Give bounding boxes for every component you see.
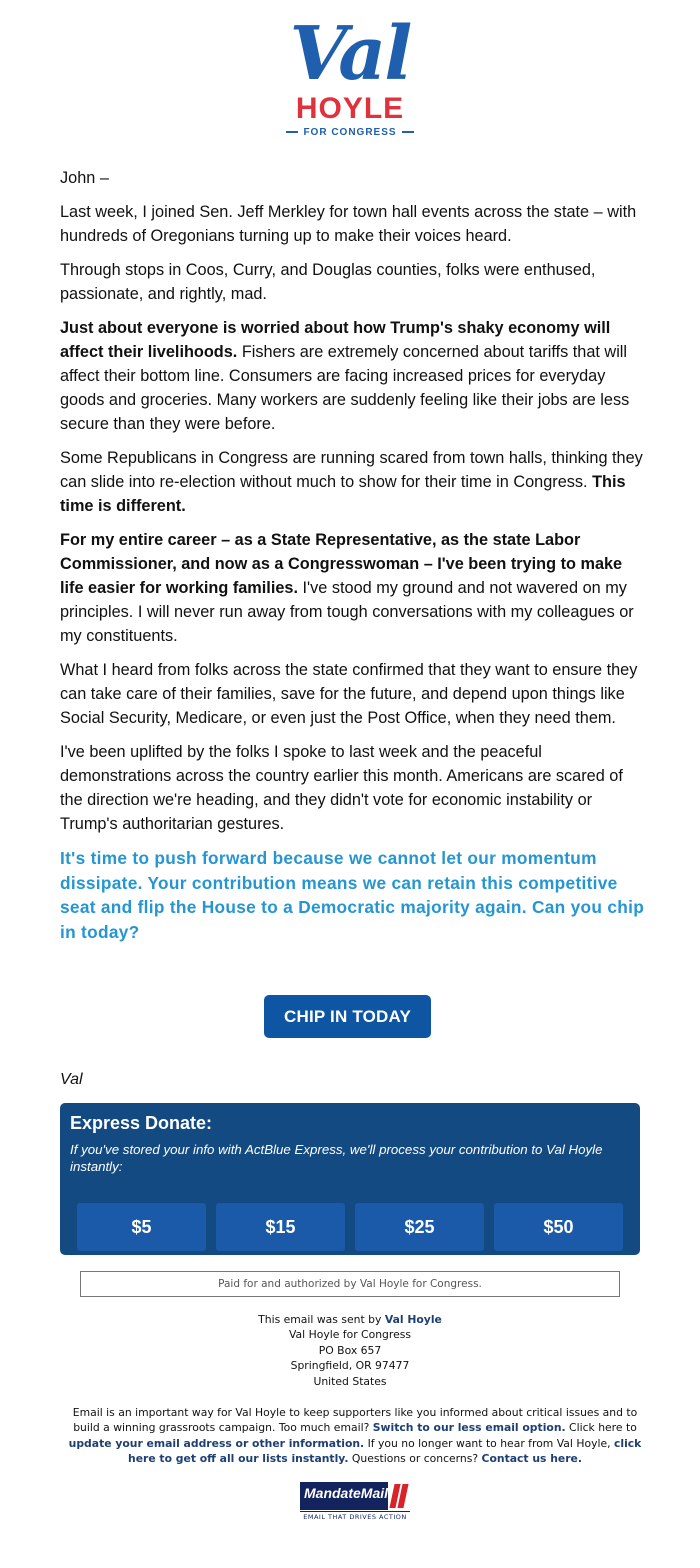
paid-for-disclaimer: Paid for and authorized by Val Hoyle for Congress. <box>80 1271 620 1297</box>
chip-in-button[interactable]: CHIP IN TODAY <box>264 995 431 1038</box>
donate-25-button[interactable]: $25 <box>355 1203 484 1251</box>
paragraph-3: Just about everyone is worried about how Trump's shaky economy will affect their livelihoods. Fishers are extremely concerned about tariffs that will affect their bottom line. Consumers are facing increased prices for everyday goods and groceries. Many workers are suddenly feeling like their jobs are less secure than they were before. <box>60 319 630 433</box>
logo-subtitle: FOR CONGRESS <box>268 127 432 139</box>
org-name: Val Hoyle for Congress <box>289 1328 411 1342</box>
sender-name-link[interactable]: Val Hoyle <box>384 1313 442 1326</box>
donate-50-button[interactable]: $50 <box>494 1203 623 1251</box>
unsubscribe-link[interactable]: click here to get off all our lists instantly. <box>128 1436 642 1466</box>
paragraph-7: I've been uplifted by the folks I spoke to last week and the peaceful demonstrations across the country earlier this month. Americans are scared of the direction we're heading, and they didn't vote for economic instability or Trump's authoritarian gestures. <box>60 743 623 833</box>
email-body <box>60 166 645 954</box>
paragraph-1: Last week, I joined Sen. Jeff Merkley for town hall events across the state – with hundreds of Oregonians turning up to make their voices heard. <box>60 203 637 245</box>
donate-15-button[interactable]: $15 <box>216 1203 345 1251</box>
logo-surname: HOYLE <box>295 92 405 125</box>
mandatemail-name: MandateMail <box>304 1485 389 1501</box>
signature: Val <box>60 1071 83 1088</box>
mandatemail-tagline: EMAIL THAT DRIVES ACTION <box>300 1511 410 1523</box>
contact-link[interactable]: Contact us here. <box>481 1452 582 1466</box>
paragraph-2: Through stops in Coos, Curry, and Douglas counties, folks were enthused, passionate, and rightly, mad. <box>60 261 596 303</box>
less-email-link[interactable]: Switch to our less email option. <box>372 1421 566 1435</box>
update-info-link[interactable]: update your email address or other information. <box>68 1436 365 1450</box>
express-donate-panel <box>60 1103 640 1255</box>
logo-script-name: Val <box>289 11 411 97</box>
express-donate-description: If you've stored your info with ActBlue Express, we'll process your contribution to Val Hoyle instantly: <box>70 1142 603 1174</box>
legal-notice: Email is an important way for Val Hoyle to keep supporters like you informed about critical issues and to build a winning grassroots campaign. Too much email? Switch to our less email option. Click here to update your email address or other information. If you no longer want to hear from Val Hoyle, click here to get off all our lists instantly. Questions or concerns? Contact us here. <box>68 1406 642 1466</box>
paragraph-6: What I heard from folks across the state confirmed that they want to ensure they can take care of their families, save for the future, and depend upon things like Social Security, Medicare, or even just the Post Office, when they need them. <box>60 661 638 727</box>
sent-by-line: This email was sent by Val Hoyle <box>258 1313 442 1326</box>
sender-address <box>60 1312 640 1389</box>
country: United States <box>313 1374 387 1388</box>
po-box: PO Box 657 <box>318 1343 382 1357</box>
cta-paragraph-link[interactable]: It's time to push forward because we cannot let our momentum dissipate. Your contribution means we can retain this competitive seat and flip the House to a Democratic majority again. Can you chip in today? <box>60 848 645 942</box>
express-donate-title: Express Donate: <box>70 1113 213 1133</box>
paragraph-4: Some Republicans in Congress are running scared from town halls, thinking they can slide into re-election without much to show for their time in Congress. This time is different. <box>60 449 643 515</box>
city-line: Springfield, OR 97477 <box>290 1359 410 1373</box>
mandatemail-logo[interactable] <box>300 1482 410 1522</box>
flag-stripe-icon <box>388 1482 410 1510</box>
donate-5-button[interactable]: $5 <box>77 1203 206 1251</box>
paragraph-5: For my entire career – as a State Representative, as the state Labor Commissioner, and now as a Congresswoman – I've been trying to make life easier for working families. I've stood my ground and not wavered on my principles. I will never run away from tough conversations with my colleagues or my constituents. <box>60 531 634 645</box>
greeting: John – <box>60 169 109 187</box>
campaign-logo <box>0 10 700 145</box>
